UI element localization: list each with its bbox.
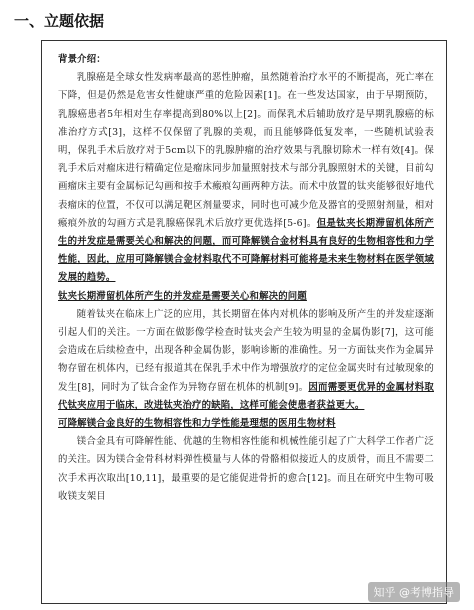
paragraph-2-text: 随着钛夹在临床上广泛的应用，其长期留在体内对机体的影响及所产生的并发症逐渐引起人们的关注。一方面在做影像学检查时钛夹会产生较为明显的金属伪影[7]，这可能会造成在后续检查中，出现各种金属伪影，影响诊断的准确性。另一方面钛夹作为金属异物存留在机体内，已经有报道其在保乳手术中作为增强放疗的定位金属夹时有过敏现象的发生[8]，同时为了钛合金作为异物存留在机体的机制[9]。: [58, 308, 434, 393]
paragraph-1-emphasis: 但是钛夹长期滞留机体所产生的并发症是需要关心和解决的问题，而可降解镁合金材料具有良好的生物相容性和力学性能，因此，应用可降解镁合金材料取代不可降解材料可能将是未来生物材料在医学领域发展的趋势。: [58, 217, 434, 284]
subheading-magnesium-alloy: 可降解镁合金良好的生物相容性和力学性能是理想的医用生物材料: [58, 418, 336, 430]
paragraph-3: 镁合金具有可降解性能、优越的生物相容性能和机械性能引起了广大科学工作者广泛的关注。因为镁合金骨科材料弹性模量与人体的骨骼相似接近人的皮质骨，而且不需要二次手术再次取出[10,11]，最重要的是它能促进骨折的愈合[12]。而且在研究中生物可吸收镁支架目: [58, 436, 434, 502]
paragraph-1-text: 乳腺癌是全球女性发病率最高的恶性肿瘤，虽然随着治疗水平的不断提高，死亡率在下降，但是仍然是危害女性健康严重的危险因素[1]。在一些发达国家，由于早期预防，乳腺癌患者5年相对生存率提高到80%以上[2]。而保乳术后辅助放疗是早期乳腺癌的标准治疗方式[3]，这样不仅保留了乳腺的美观，而且能够降低复发率，一些随机试验表明，保乳手术后放疗对于5cm以下的乳腺肿瘤的治疗效果与乳腺切除术一样有效[4]。保乳手术后对瘤床进行精确定位是瘤床同步加量照射技术与部分乳腺照射术的关键，目前勾画瘤床主要有金属标记勾画和按手术瘢痕勾画两种方法。而术中放置的钛夹能够很好地代表瘤床的位置，不仅可以满足靶区剂量要求，同时也可减少危及器官的受照射剂量，相对瘢痕外放的勾画方式是乳腺癌保乳术后放疗更优选择[5-6]。: [58, 72, 434, 229]
watermark: 知乎 @考博指导: [368, 582, 461, 602]
paragraph-2: [58, 306, 434, 415]
paragraph-1: [58, 69, 434, 287]
background-label: 背景介绍：: [58, 54, 106, 65]
subheading-titanium-clip: 钛夹长期滞留机体所产生的并发症是需要关心和解决的问题: [58, 290, 307, 302]
content-frame: [41, 40, 447, 604]
section-title: 一、立题依据: [14, 12, 105, 30]
paragraph-2-emphasis: 因而需要更优异的金属材料取代钛夹应用于临床，改进钛夹治疗的缺陷，这样可能会使患者获益更大。: [58, 381, 434, 411]
